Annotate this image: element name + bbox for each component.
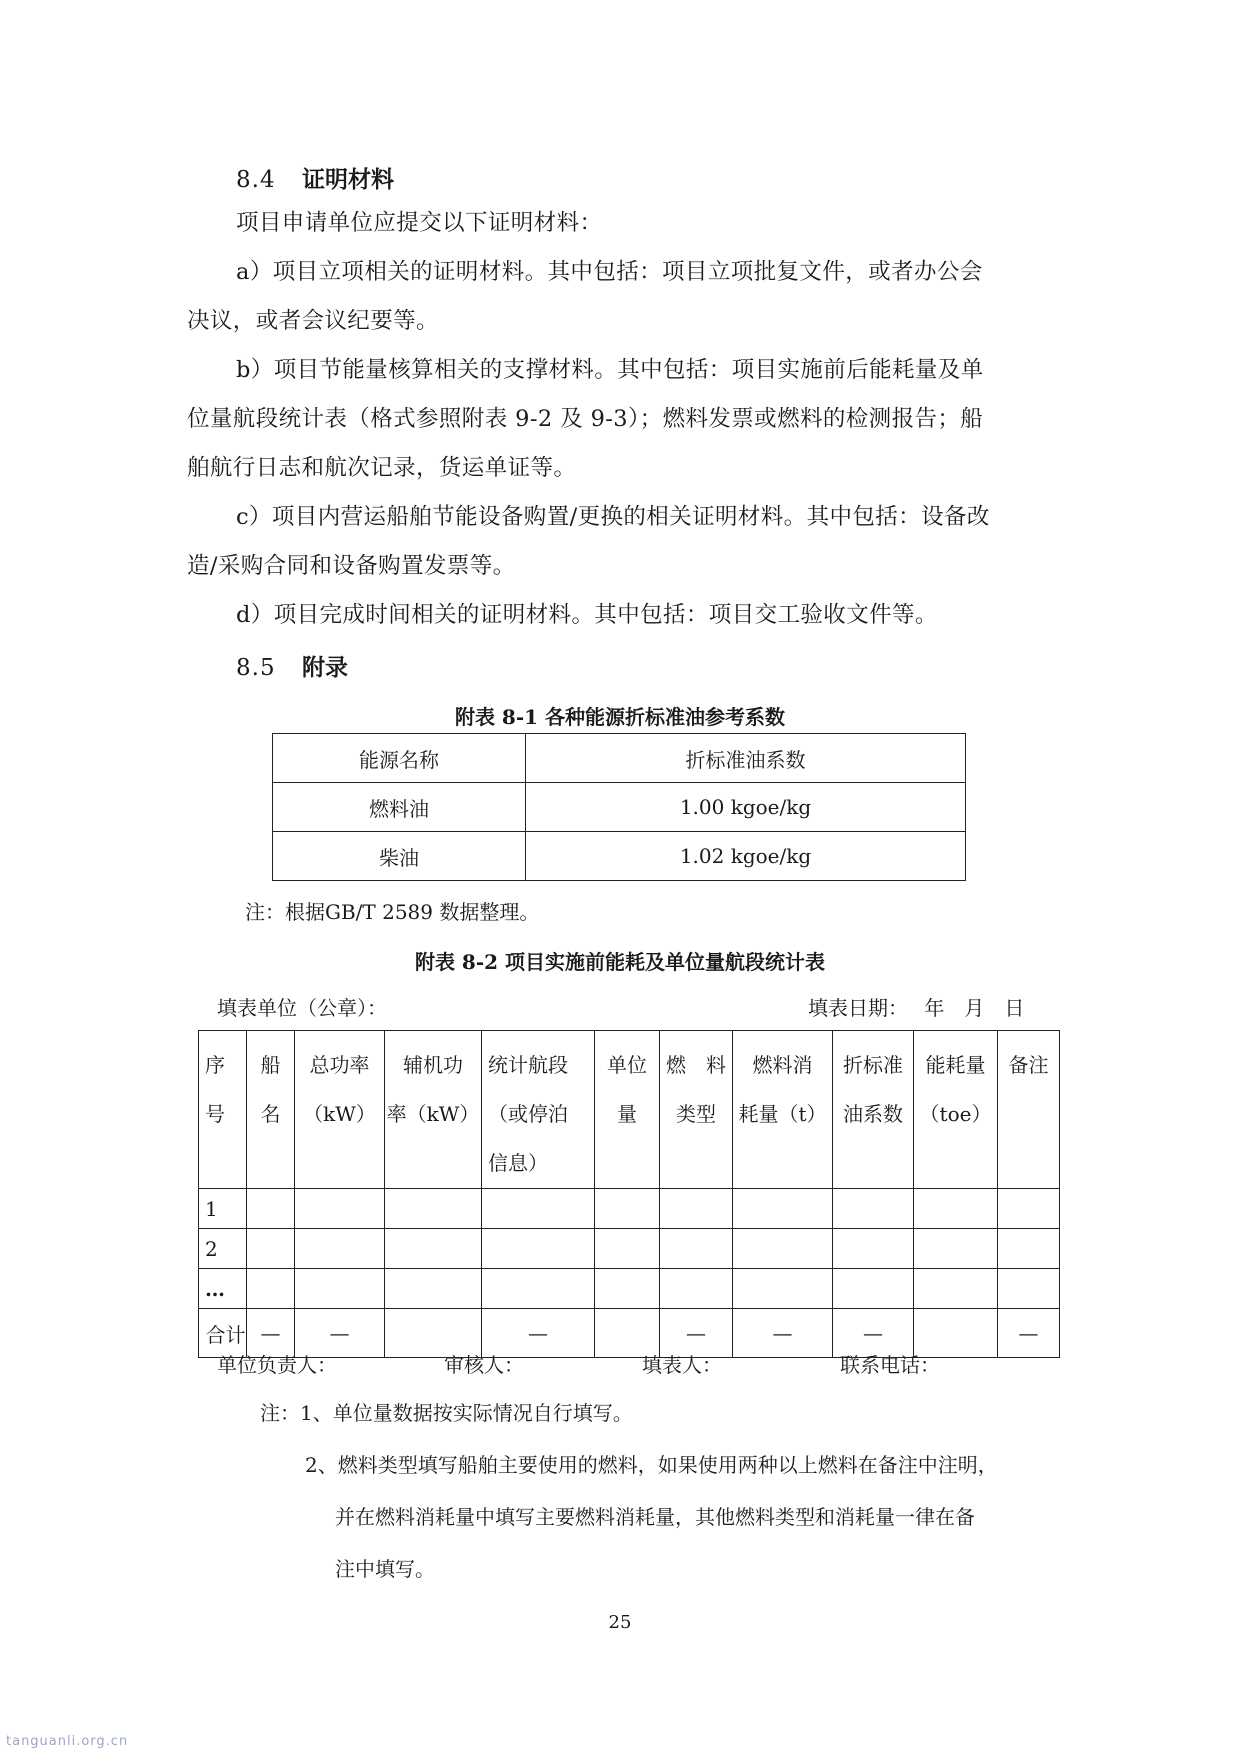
fill-unit-label: 填表单位（公章）： xyxy=(217,996,387,1020)
total-cell: — xyxy=(833,1309,914,1358)
section-number: 8.4 xyxy=(236,167,276,193)
note-2-line2: 并在燃料消耗量中填写主要燃料消耗量，其他燃料类型和消耗量一律在备 xyxy=(335,1505,975,1529)
item-c-line2: 造/采购合同和设备购置发票等。 xyxy=(187,553,516,579)
energy-statistics-table xyxy=(198,1030,1060,1358)
signature-phone: 联系电话： xyxy=(840,1353,940,1377)
signature-unit-head: 单位负责人： xyxy=(217,1353,337,1377)
header-aux-power: 辅机功 率（kW） xyxy=(385,1031,482,1189)
page-number: 25 xyxy=(608,1612,632,1633)
table-row xyxy=(199,1229,1060,1269)
item-b-line1: b）项目节能量核算相关的支撑材料。其中包括：项目实施前后能耗量及单 xyxy=(236,357,984,383)
table-row xyxy=(199,1189,1060,1229)
signature-filler: 填表人： xyxy=(642,1353,722,1377)
energy-coefficient-table xyxy=(272,733,966,881)
table-row xyxy=(273,832,966,881)
header-serial: 序 号 xyxy=(199,1031,247,1189)
intro-paragraph: 项目申请单位应提交以下证明材料： xyxy=(236,210,603,236)
table2-caption: 附表 8-2 项目实施前能耗及单位量航段统计表 xyxy=(414,950,826,974)
total-cell: — xyxy=(247,1309,295,1358)
header-route-segment: 统计航段 （或停泊 信息） xyxy=(482,1031,595,1189)
header-remarks: 备注 xyxy=(998,1031,1060,1189)
table1-note: 注：根据GB/T 2589 数据整理。 xyxy=(245,900,540,924)
watermark: tanguanli.org.cn xyxy=(6,1734,129,1749)
table1-cell: 1.02 kgoe/kg xyxy=(526,832,966,881)
header-energy-consumption: 能耗量 （toe） xyxy=(914,1031,998,1189)
note-1: 注：1、单位量数据按实际情况自行填写。 xyxy=(260,1401,633,1425)
section-heading-8-5 xyxy=(236,649,348,682)
fill-date-label: 填表日期： 年 月 日 xyxy=(808,996,1025,1020)
item-c-line1: c）项目内营运船舶节能设备购置/更换的相关证明材料。其中包括：设备改 xyxy=(236,504,990,530)
item-a-line2: 决议，或者会议纪要等。 xyxy=(187,308,439,334)
total-cell: — xyxy=(733,1309,833,1358)
table1-cell: 1.00 kgoe/kg xyxy=(526,783,966,832)
row-label: 1 xyxy=(199,1189,247,1229)
table1-cell: 柴油 xyxy=(273,832,526,881)
table1-header-coefficient: 折标准油系数 xyxy=(526,734,966,783)
item-b-line3: 舶航行日志和航次记录，货运单证等。 xyxy=(187,455,577,481)
item-d-line1: d）项目完成时间相关的证明材料。其中包括：项目交工验收文件等。 xyxy=(236,602,938,628)
section-title: 附录 xyxy=(302,654,348,681)
header-oil-coefficient: 折标准 油系数 xyxy=(833,1031,914,1189)
total-cell: — xyxy=(482,1309,595,1358)
row-label: … xyxy=(199,1269,247,1309)
note-2-line1: 2、燃料类型填写船舶主要使用的燃料，如果使用两种以上燃料在备注中注明， xyxy=(305,1453,998,1477)
table-row xyxy=(199,1269,1060,1309)
item-b-line2: 位量航段统计表（格式参照附表 9-2 及 9-3）；燃料发票或燃料的检测报告；船 xyxy=(187,406,984,432)
total-cell: — xyxy=(295,1309,385,1358)
header-fuel-consumption: 燃料消 耗量（t） xyxy=(733,1031,833,1189)
header-total-power: 总功率 （kW） xyxy=(295,1031,385,1189)
table1-cell: 燃料油 xyxy=(273,783,526,832)
signature-reviewer: 审核人： xyxy=(444,1353,524,1377)
table1-header-energy-name: 能源名称 xyxy=(273,734,526,783)
header-unit-quantity: 单位 量 xyxy=(595,1031,660,1189)
note-2-line3: 注中填写。 xyxy=(335,1557,435,1581)
total-cell: — xyxy=(660,1309,733,1358)
table1-caption: 附表 8-1 各种能源折标准油参考系数 xyxy=(454,705,786,729)
header-fuel-type: 燃 料 类型 xyxy=(660,1031,733,1189)
section-title: 证明材料 xyxy=(302,166,394,193)
table-row xyxy=(273,783,966,832)
section-heading-8-4 xyxy=(236,161,394,194)
table2-header-row xyxy=(199,1031,1060,1189)
section-number: 8.5 xyxy=(236,655,276,681)
header-ship-name: 船 名 xyxy=(247,1031,295,1189)
total-label: 合计 xyxy=(199,1309,247,1358)
row-label: 2 xyxy=(199,1229,247,1269)
item-a-line1: a）项目立项相关的证明材料。其中包括：项目立项批复文件，或者办公会 xyxy=(236,259,983,285)
total-cell: — xyxy=(998,1309,1060,1358)
